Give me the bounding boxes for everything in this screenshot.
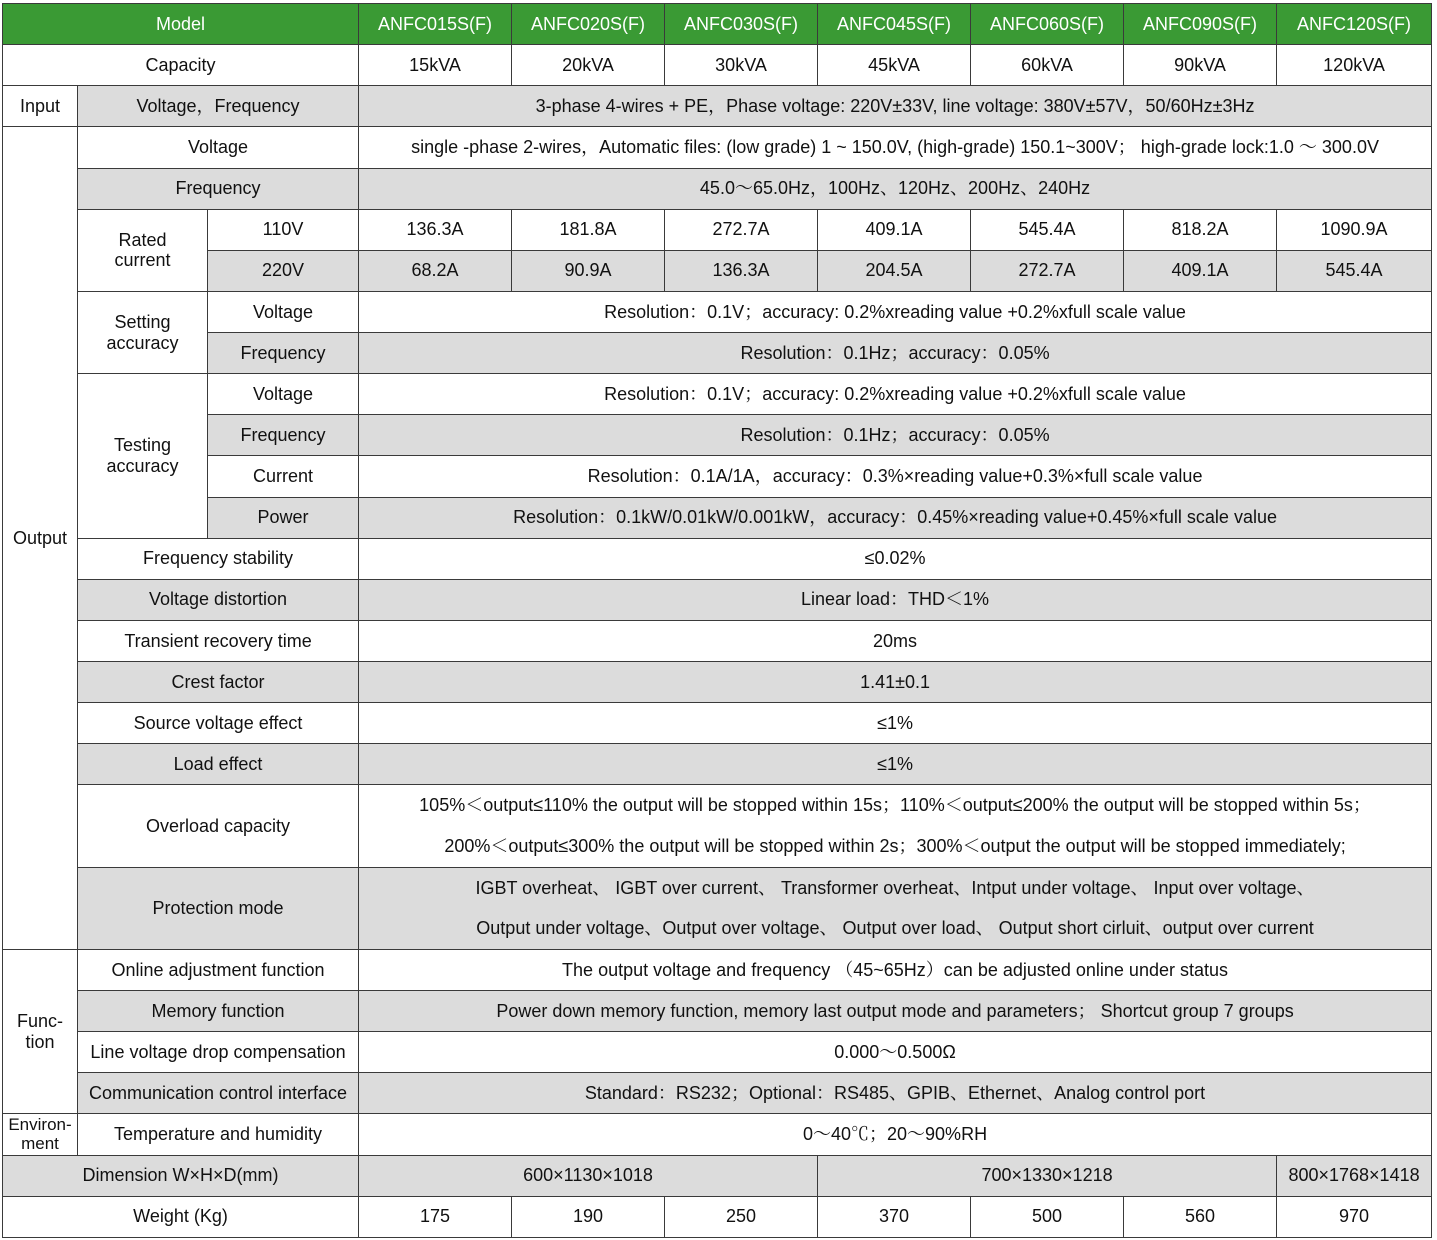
source-voltage-effect-label: Source voltage effect — [78, 703, 359, 744]
communication-value: Standard：RS232；Optional：RS485、GPIB、Ethernet、Analog control port — [359, 1073, 1432, 1114]
weight-value: 190 — [512, 1196, 665, 1237]
setting-frequency-row — [3, 333, 1432, 374]
model-name: ANFC015S(F) — [359, 4, 512, 45]
input-value: 3-phase 4-wires + PE，Phase voltage: 220V±33V, line voltage: 380V±57V，50/60Hz±3Hz — [359, 86, 1432, 127]
output-voltage-value: single -phase 2-wires，Automatic files: (low grade) 1 ~ 150.0V, (high-grade) 150.1~300V； high-grade lock:1.0 ～ 300.0V — [359, 127, 1432, 168]
rated-110v-value: 1090.9A — [1277, 209, 1432, 250]
dimension-label: Dimension W×H×D(mm) — [3, 1155, 359, 1196]
dimension-value: 600×1130×1018 — [359, 1155, 818, 1196]
memory-function-label: Memory function — [78, 991, 359, 1032]
weight-value: 370 — [818, 1196, 971, 1237]
testing-accuracy-label: Testing accuracy — [78, 374, 208, 539]
input-group-label: Input — [3, 86, 78, 127]
rated-110v-value: 545.4A — [971, 209, 1124, 250]
online-adjustment-row — [3, 949, 1432, 990]
rated-110v-value: 272.7A — [665, 209, 818, 250]
overload-capacity-row-1 — [3, 785, 1432, 826]
rated-current-110v-row — [3, 209, 1432, 250]
protection-mode-line-2: Output under voltage、Output over voltage、 Output over load、 Output short cirluit、output over current — [359, 908, 1432, 949]
testing-power-row — [3, 497, 1432, 538]
weight-value: 970 — [1277, 1196, 1432, 1237]
model-name: ANFC090S(F) — [1124, 4, 1277, 45]
transient-recovery-value: 20ms — [359, 620, 1432, 661]
capacity-value: 60kVA — [971, 45, 1124, 86]
load-effect-label: Load effect — [78, 744, 359, 785]
line-drop-label: Line voltage drop compensation — [78, 1032, 359, 1073]
testing-voltage-value: Resolution：0.1V；accuracy: 0.2%xreading value +0.2%xfull scale value — [359, 374, 1432, 415]
rated-220v-value: 272.7A — [971, 250, 1124, 291]
frequency-stability-row — [3, 538, 1432, 579]
protection-mode-line-1: IGBT overheat、 IGBT over current、 Transformer overheat、Intput under voltage、 Input over voltage、 — [359, 867, 1432, 908]
frequency-stability-value: ≤0.02% — [359, 538, 1432, 579]
frequency-stability-label: Frequency stability — [78, 538, 359, 579]
memory-function-row — [3, 991, 1432, 1032]
rated-220v-value: 136.3A — [665, 250, 818, 291]
rated-110v-value: 409.1A — [818, 209, 971, 250]
voltage-distortion-value: Linear load：THD＜1% — [359, 579, 1432, 620]
source-voltage-effect-row — [3, 703, 1432, 744]
testing-power-label: Power — [208, 497, 359, 538]
weight-row — [3, 1196, 1432, 1237]
model-name: ANFC030S(F) — [665, 4, 818, 45]
line-drop-row — [3, 1032, 1432, 1073]
voltage-distortion-label: Voltage distortion — [78, 579, 359, 620]
capacity-row — [3, 45, 1432, 86]
model-name: ANFC060S(F) — [971, 4, 1124, 45]
weight-value: 560 — [1124, 1196, 1277, 1237]
header-row — [3, 4, 1432, 45]
communication-label: Communication control interface — [78, 1073, 359, 1114]
testing-current-row — [3, 456, 1432, 497]
capacity-value: 30kVA — [665, 45, 818, 86]
output-group-label: Output — [3, 127, 78, 950]
function-group-label: Func- tion — [3, 949, 78, 1114]
overload-capacity-label: Overload capacity — [78, 785, 359, 867]
setting-accuracy-label: Setting accuracy — [78, 291, 208, 373]
overload-capacity-line-2: 200%＜output≤300% the output will be stopped within 2s；300%＜output the output will be stopped immediately; — [359, 826, 1432, 867]
protection-mode-row-1 — [3, 867, 1432, 908]
online-adjustment-label: Online adjustment function — [78, 949, 359, 990]
output-voltage-row — [3, 127, 1432, 168]
setting-voltage-label: Voltage — [208, 291, 359, 332]
testing-frequency-label: Frequency — [208, 415, 359, 456]
weight-value: 250 — [665, 1196, 818, 1237]
testing-current-label: Current — [208, 456, 359, 497]
load-effect-row — [3, 744, 1432, 785]
weight-value: 175 — [359, 1196, 512, 1237]
output-frequency-row — [3, 168, 1432, 209]
output-frequency-value: 45.0～65.0Hz，100Hz、120Hz、200Hz、240Hz — [359, 168, 1432, 209]
model-label: Model — [3, 4, 359, 45]
crest-factor-value: 1.41±0.1 — [359, 662, 1432, 703]
input-row — [3, 86, 1432, 127]
rated-110v-value: 136.3A — [359, 209, 512, 250]
dimension-row — [3, 1155, 1432, 1196]
setting-voltage-value: Resolution：0.1V；accuracy: 0.2%xreading value +0.2%xfull scale value — [359, 291, 1432, 332]
rated-110v-value: 181.8A — [512, 209, 665, 250]
rated-220v-value: 409.1A — [1124, 250, 1277, 291]
transient-recovery-label: Transient recovery time — [78, 620, 359, 661]
environment-group-label: Environ- ment — [3, 1114, 78, 1155]
setting-voltage-row — [3, 291, 1432, 332]
protection-mode-label: Protection mode — [78, 867, 359, 949]
dimension-value: 800×1768×1418 — [1277, 1155, 1432, 1196]
temperature-humidity-label: Temperature and humidity — [78, 1114, 359, 1155]
memory-function-value: Power down memory function, memory last output mode and parameters； Shortcut group 7 groups — [359, 991, 1432, 1032]
temperature-humidity-value: 0～40℃；20～90%RH — [359, 1114, 1432, 1155]
capacity-value: 90kVA — [1124, 45, 1277, 86]
load-effect-value: ≤1% — [359, 744, 1432, 785]
crest-factor-label: Crest factor — [78, 662, 359, 703]
input-label: Voltage，Frequency — [78, 86, 359, 127]
communication-row — [3, 1073, 1432, 1114]
rated-220v-value: 545.4A — [1277, 250, 1432, 291]
online-adjustment-value: The output voltage and frequency （45~65Hz）can be adjusted online under status — [359, 949, 1432, 990]
capacity-value: 15kVA — [359, 45, 512, 86]
line-drop-value: 0.000～0.500Ω — [359, 1032, 1432, 1073]
rated-220v-value: 204.5A — [818, 250, 971, 291]
crest-factor-row — [3, 662, 1432, 703]
testing-voltage-label: Voltage — [208, 374, 359, 415]
testing-current-value: Resolution：0.1A/1A，accuracy：0.3%×reading value+0.3%×full scale value — [359, 456, 1432, 497]
capacity-value: 45kVA — [818, 45, 971, 86]
rated-current-label: Rated current — [78, 209, 208, 291]
weight-label: Weight (Kg) — [3, 1196, 359, 1237]
setting-frequency-value: Resolution：0.1Hz；accuracy：0.05% — [359, 333, 1432, 374]
rated-current-220v-row — [3, 250, 1432, 291]
testing-power-value: Resolution：0.1kW/0.01kW/0.001kW，accuracy：0.45%×reading value+0.45%×full scale value — [359, 497, 1432, 538]
rated-220v-value: 90.9A — [512, 250, 665, 291]
testing-voltage-row — [3, 374, 1432, 415]
spec-table — [2, 3, 1432, 1238]
capacity-label: Capacity — [3, 45, 359, 86]
overload-capacity-line-1: 105%＜output≤110% the output will be stopped within 15s；110%＜output≤200% the output will be stopped within 5s； — [359, 785, 1432, 826]
model-name: ANFC120S(F) — [1277, 4, 1432, 45]
model-name: ANFC045S(F) — [818, 4, 971, 45]
rated-110v-value: 818.2A — [1124, 209, 1277, 250]
dimension-value: 700×1330×1218 — [818, 1155, 1277, 1196]
voltage-distortion-row — [3, 579, 1432, 620]
weight-value: 500 — [971, 1196, 1124, 1237]
rated-220v-value: 68.2A — [359, 250, 512, 291]
testing-frequency-value: Resolution：0.1Hz；accuracy：0.05% — [359, 415, 1432, 456]
source-voltage-effect-value: ≤1% — [359, 703, 1432, 744]
output-frequency-label: Frequency — [78, 168, 359, 209]
testing-frequency-row — [3, 415, 1432, 456]
model-name: ANFC020S(F) — [512, 4, 665, 45]
capacity-value: 120kVA — [1277, 45, 1432, 86]
setting-frequency-label: Frequency — [208, 333, 359, 374]
environment-row — [3, 1114, 1432, 1155]
rated-110v-label: 110V — [208, 209, 359, 250]
transient-recovery-row — [3, 620, 1432, 661]
output-voltage-label: Voltage — [78, 127, 359, 168]
capacity-value: 20kVA — [512, 45, 665, 86]
rated-220v-label: 220V — [208, 250, 359, 291]
